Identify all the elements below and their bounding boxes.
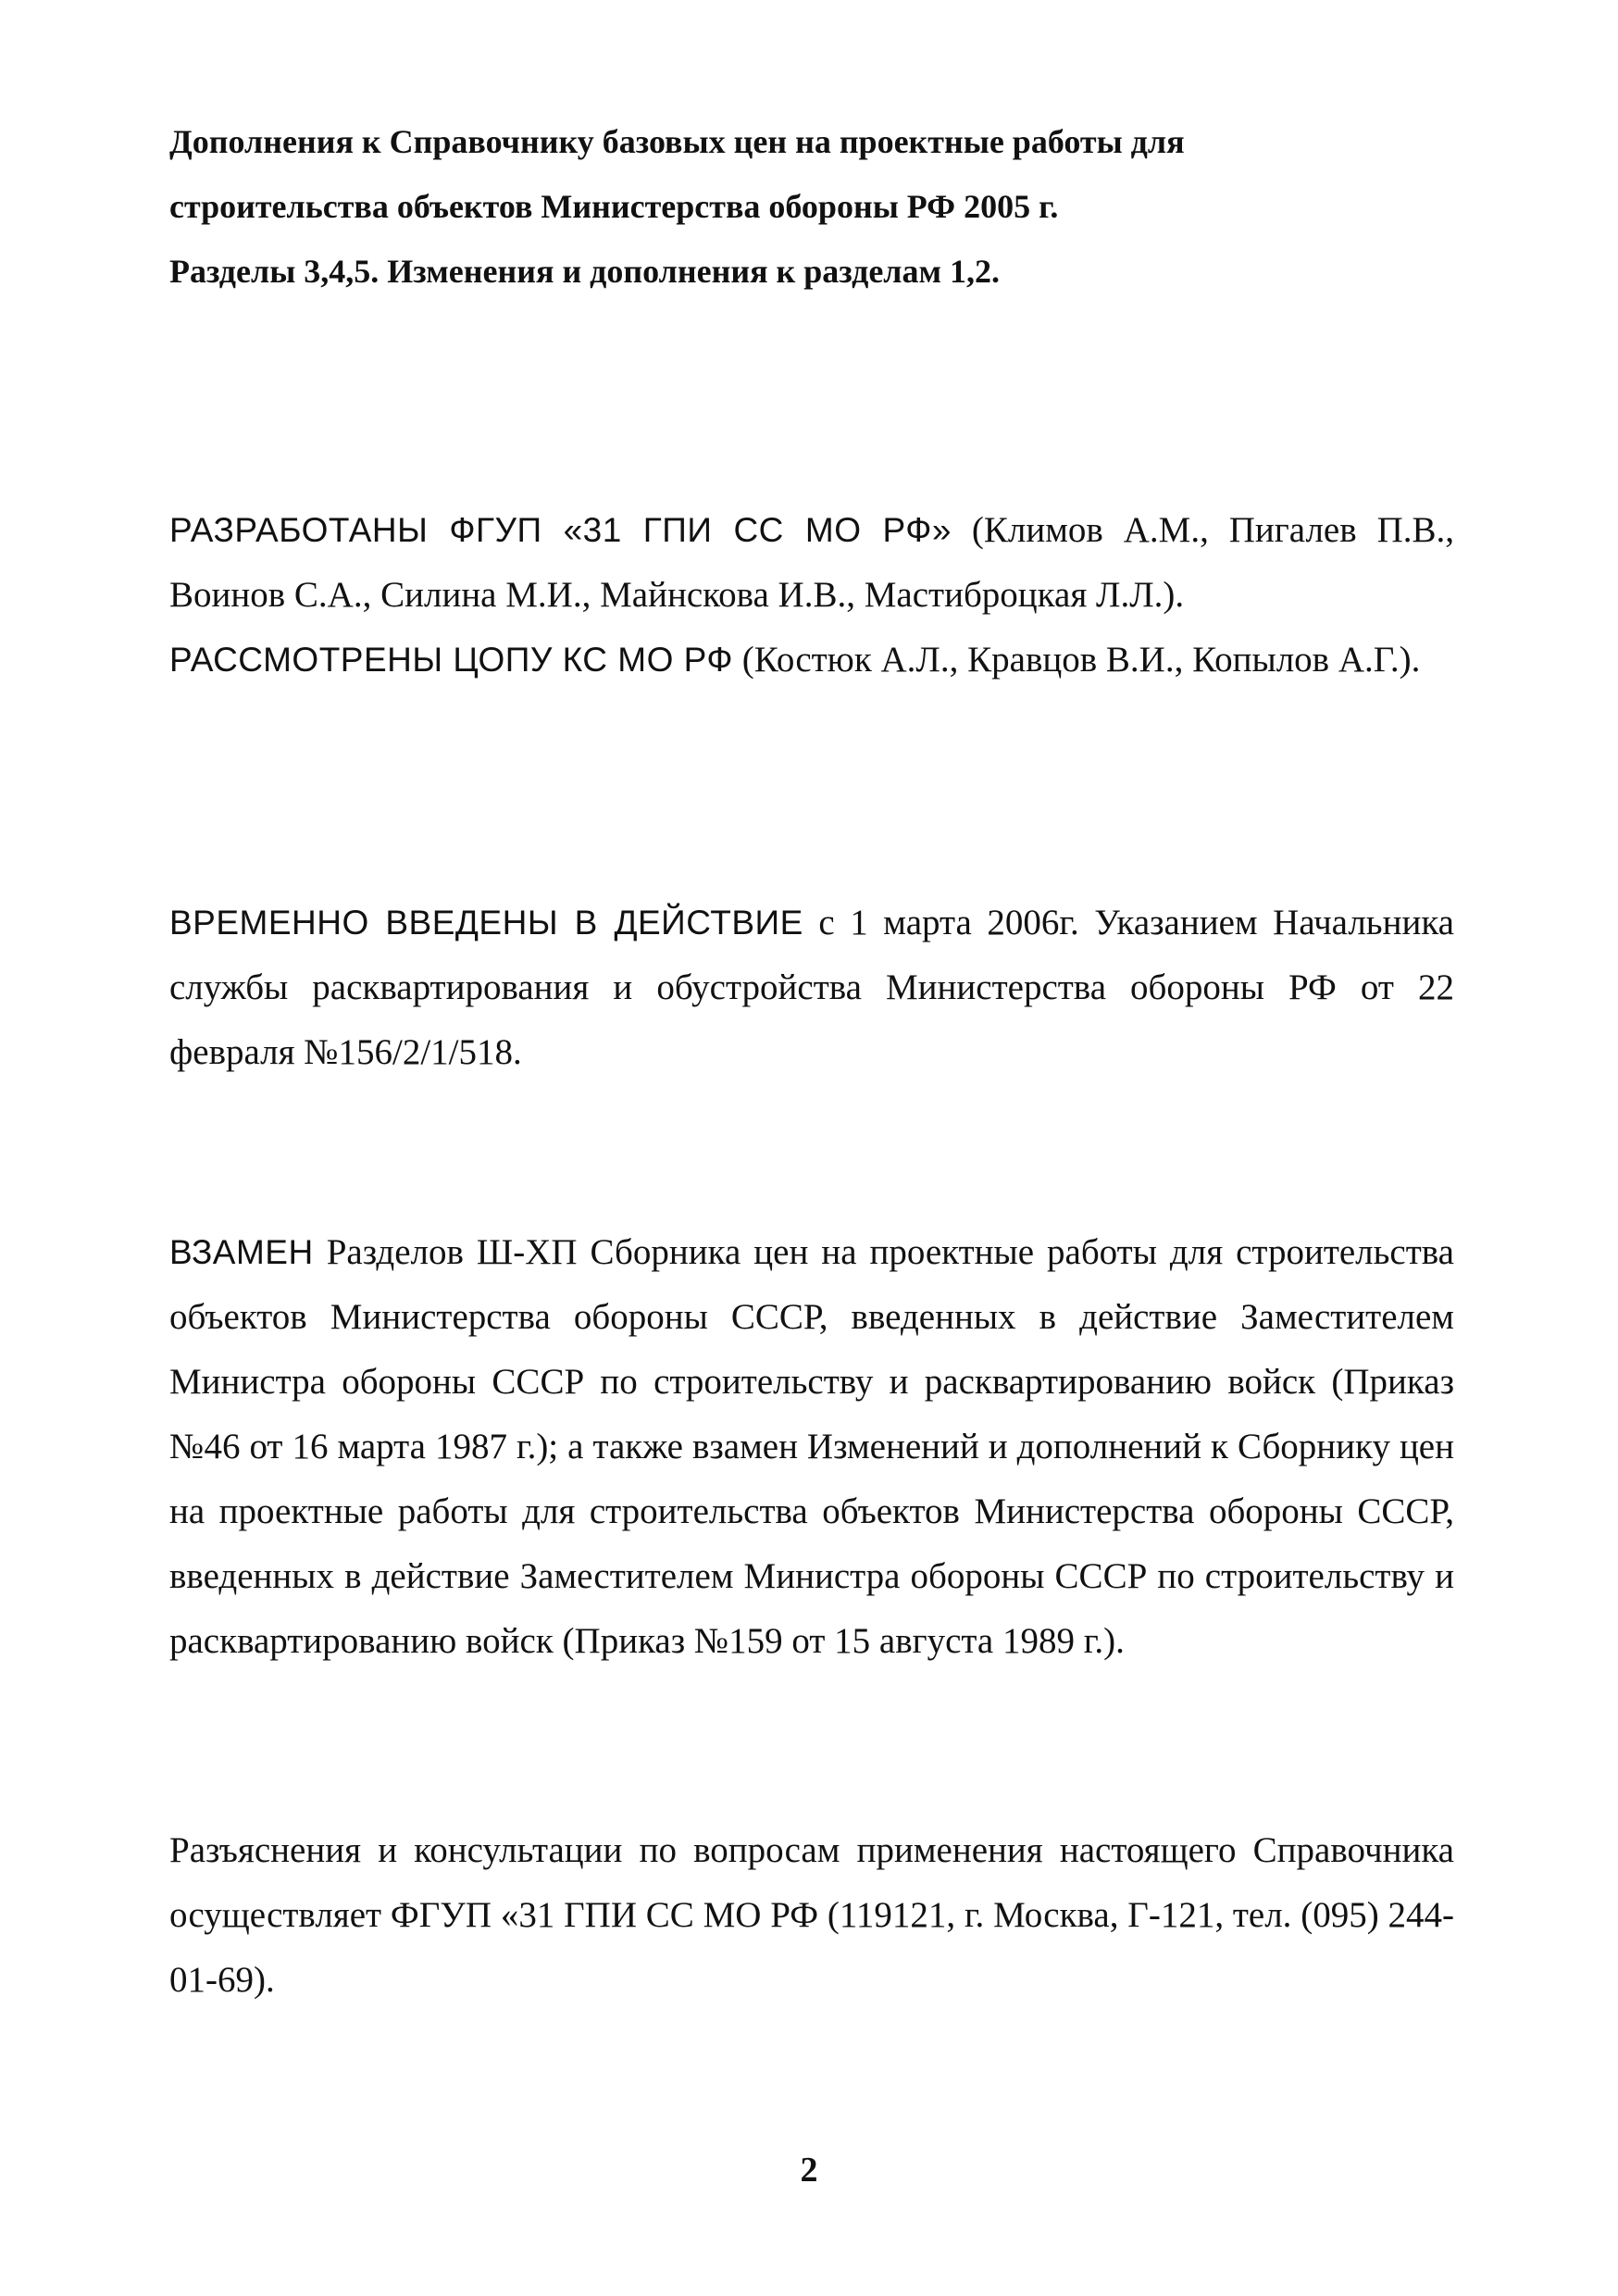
enacted-paragraph — [169, 891, 1454, 1085]
header-line-3: Разделы 3,4,5. Изменения и дополнения к разделам 1,2. — [169, 253, 1001, 290]
enacted-lead: ВРЕМЕННО ВВЕДЕНЫ В ДЕЙСТВИЕ — [169, 904, 803, 942]
enacted-text: с 1 марта 2006г. Указанием Начальника службы расквартирования и обустройства Министерства обороны РФ от 22 февраля №156/2/1/518. — [169, 903, 1454, 1072]
header-line-1: Дополнения к Справочнику базовых цен на проектные работы для — [169, 123, 1185, 160]
header-line-2: строительства объектов Министерства обороны РФ 2005 г. — [169, 188, 1059, 225]
replaces-text: Разделов Ш-ХП Сборника цен на проектные работы для строительства объектов Министерства обороны СССР, введенных в действие Заместителем Министра обороны СССР по строительству и расквартированию войск (Приказ №46 от 16 марта 1987 г.); а также взамен Изменений и дополнений к Сборнику цен на проектные работы для строительства объектов Министерства обороны СССР, введенных в действие Заместителем Министра обороны СССР по строительству и расквартированию войск (Приказ №159 от 15 августа 1989 г.). — [169, 1232, 1454, 1661]
replaces-paragraph — [169, 1220, 1454, 1674]
replaces-lead: ВЗАМЕН — [169, 1233, 314, 1271]
clarifications-paragraph — [169, 1818, 1454, 2013]
developed-by-authors: (Климов А.М., Пигалев П.В., Воинов С.А., Силина М.И., Майнскова И.В., Мастиброцкая Л.Л.). — [169, 510, 1454, 615]
page-number: 2 — [800, 2151, 818, 2190]
reviewed-by-reviewers: (Костюк А.Л., Кравцов В.И., Копылов А.Г.). — [733, 640, 1421, 680]
reviewed-by-paragraph — [169, 628, 1454, 693]
reviewed-by-lead: РАССМОТРЕНЫ ЦОПУ КС МО РФ — [169, 641, 734, 679]
developed-by-lead: РАЗРАБОТАНЫ ФГУП «31 ГПИ СС МО РФ» — [169, 511, 952, 549]
document-header — [169, 109, 1454, 304]
clarifications-text: Разъяснения и консультации по вопросам применения настоящего Справочника осуществляет ФГУП «31 ГПИ СС МО РФ (119121, г. Москва, Г-121, тел. (095) 244-01-69). — [169, 1830, 1454, 2000]
developed-by-paragraph — [169, 498, 1454, 628]
